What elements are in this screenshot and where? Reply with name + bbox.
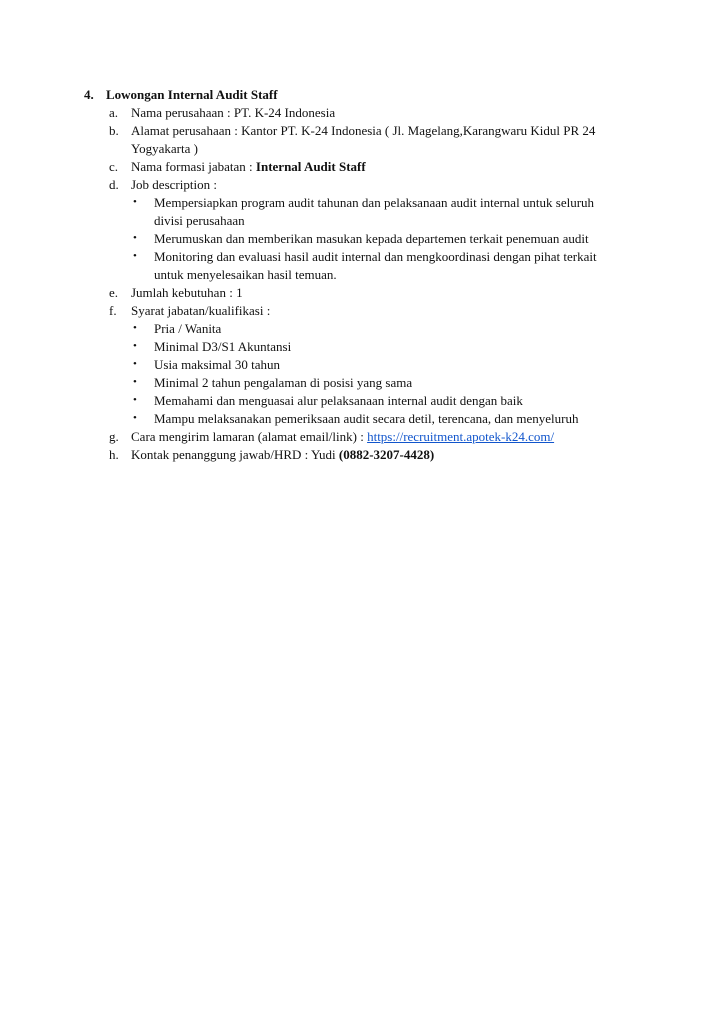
qualification-4: Minimal 2 tahun pengalaman di posisi yang sama	[154, 375, 413, 390]
job-duty-1-line1: Mempersiapkan program audit tahunan dan pelaksanaan audit internal untuk seluruh	[154, 195, 595, 210]
section-number: 4.	[84, 87, 94, 102]
item-a-marker: a.	[109, 105, 119, 120]
item-f-marker: f.	[109, 303, 117, 318]
bullet-icon: •	[133, 340, 137, 352]
contact-row	[131, 446, 434, 463]
position-label: Nama formasi jabatan :	[131, 159, 256, 174]
recruitment-link[interactable]: https://recruitment.apotek-k24.com/	[367, 429, 555, 444]
item-g-marker: g.	[109, 429, 119, 444]
job-description-label: Job description :	[131, 177, 217, 192]
qualification-5: Memahami dan menguasai alur pelaksanaan internal audit dengan baik	[154, 393, 523, 408]
application-label: Cara mengirim lamaran (alamat email/link) :	[131, 429, 368, 444]
position-row	[131, 158, 366, 175]
bullet-icon: •	[133, 358, 137, 370]
company-name: Nama perusahaan : PT. K-24 Indonesia	[131, 105, 336, 120]
bullet-icon: •	[133, 250, 137, 262]
section-title: Lowongan Internal Audit Staff	[106, 87, 278, 102]
company-address-line2: Yogyakarta )	[131, 141, 198, 156]
company-address-line1: Alamat perusahaan : Kantor PT. K-24 Indonesia ( Jl. Magelang,Karangwaru Kidul PR 24	[131, 123, 596, 138]
item-d-marker: d.	[109, 177, 119, 192]
position-value: Internal Audit Staff	[255, 159, 366, 174]
qualification-6: Mampu melaksanakan pemeriksaan audit secara detil, terencana, dan menyeluruh	[154, 411, 579, 426]
qualification-1: Pria / Wanita	[154, 321, 222, 336]
item-h-marker: h.	[109, 447, 119, 462]
contact-phone: (0882-3207-4428)	[338, 447, 435, 462]
application-row	[131, 428, 554, 445]
qualifications-label: Syarat jabatan/kualifikasi :	[131, 303, 271, 318]
headcount: Jumlah kebutuhan : 1	[131, 285, 243, 300]
bullet-icon: •	[133, 232, 137, 244]
bullet-icon: •	[133, 376, 137, 388]
contact-label: Kontak penanggung jawab/HRD : Yudi	[131, 447, 339, 462]
bullet-icon: •	[133, 196, 137, 208]
job-duty-2: Merumuskan dan memberikan masukan kepada departemen terkait penemuan audit	[154, 231, 589, 246]
item-c-marker: c.	[109, 159, 119, 174]
job-duty-3-line2: untuk menyelesaikan hasil temuan.	[154, 267, 337, 282]
item-e-marker: e.	[109, 285, 119, 300]
bullet-icon: •	[133, 394, 137, 406]
bullet-icon: •	[133, 412, 137, 424]
qualification-2: Minimal D3/S1 Akuntansi	[154, 339, 292, 354]
job-duty-3-line1: Monitoring dan evaluasi hasil audit internal dan mengkoordinasi dengan pihat terkait	[154, 249, 597, 264]
qualification-3: Usia maksimal 30 tahun	[154, 357, 281, 372]
job-duty-1-line2: divisi perusahaan	[154, 213, 245, 228]
bullet-icon: •	[133, 322, 137, 334]
item-b-marker: b.	[109, 123, 119, 138]
